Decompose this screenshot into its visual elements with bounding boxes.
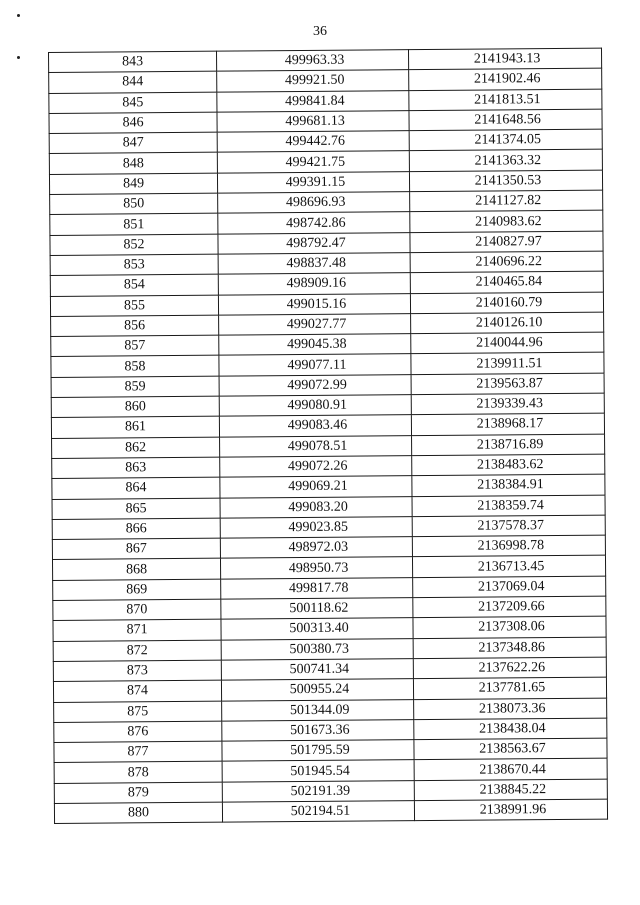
- y-coordinate-cell: 2141902.46: [409, 68, 602, 90]
- x-coordinate-cell: 500955.24: [221, 679, 413, 701]
- y-coordinate-cell: 2138563.67: [414, 738, 607, 760]
- x-coordinate-cell: 499921.50: [217, 70, 409, 92]
- y-coordinate-cell: 2137578.37: [412, 515, 605, 537]
- y-coordinate-cell: 2138716.89: [412, 434, 605, 456]
- x-coordinate-cell: 499442.76: [217, 131, 409, 153]
- point-number-cell: 843: [49, 51, 217, 73]
- point-number-cell: 859: [51, 376, 219, 398]
- x-coordinate-cell: 498837.48: [218, 253, 410, 275]
- y-coordinate-cell: 2140160.79: [410, 292, 603, 314]
- point-number-cell: 874: [53, 680, 221, 702]
- x-coordinate-cell: 501673.36: [222, 719, 414, 741]
- y-coordinate-cell: 2141943.13: [408, 48, 601, 70]
- x-coordinate-cell: 499077.11: [219, 354, 411, 376]
- y-coordinate-cell: 2138483.62: [412, 454, 605, 476]
- point-number-cell: 860: [51, 396, 219, 418]
- x-coordinate-cell: 499681.13: [217, 111, 409, 133]
- x-coordinate-cell: 500118.62: [221, 598, 413, 620]
- x-coordinate-cell: 498950.73: [220, 557, 412, 579]
- y-coordinate-cell: 2140044.96: [411, 332, 604, 354]
- point-number-cell: 866: [52, 518, 220, 540]
- x-coordinate-cell: 499069.21: [220, 476, 412, 498]
- coordinates-table-body: [49, 48, 608, 824]
- point-number-cell: 879: [54, 782, 222, 804]
- scan-speck: [17, 56, 20, 59]
- point-number-cell: 846: [49, 112, 217, 134]
- y-coordinate-cell: 2138991.96: [414, 799, 607, 821]
- y-coordinate-cell: 2141363.32: [409, 150, 602, 172]
- point-number-cell: 857: [51, 335, 219, 357]
- point-number-cell: 864: [52, 477, 220, 499]
- x-coordinate-cell: 498742.86: [218, 212, 410, 234]
- point-number-cell: 861: [51, 417, 219, 439]
- point-number-cell: 875: [54, 701, 222, 723]
- x-coordinate-cell: 499072.26: [220, 456, 412, 478]
- y-coordinate-cell: 2138359.74: [412, 495, 605, 517]
- y-coordinate-cell: 2137348.86: [413, 637, 606, 659]
- point-number-cell: 858: [51, 356, 219, 378]
- y-coordinate-cell: 2140465.84: [410, 271, 603, 293]
- x-coordinate-cell: 499817.78: [221, 577, 413, 599]
- page-number: 36: [313, 24, 327, 39]
- point-number-cell: 844: [49, 71, 217, 93]
- point-number-cell: 876: [54, 721, 222, 743]
- point-number-cell: 871: [53, 619, 221, 641]
- x-coordinate-cell: 499045.38: [219, 334, 411, 356]
- point-number-cell: 862: [52, 437, 220, 459]
- y-coordinate-cell: 2141813.51: [409, 89, 602, 111]
- point-number-cell: 877: [54, 741, 222, 763]
- x-coordinate-cell: 499027.77: [219, 314, 411, 336]
- y-coordinate-cell: 2136998.78: [412, 535, 605, 557]
- point-number-cell: 850: [50, 193, 218, 215]
- y-coordinate-cell: 2138073.36: [414, 698, 607, 720]
- point-number-cell: 853: [50, 254, 218, 276]
- point-number-cell: 869: [53, 579, 221, 601]
- x-coordinate-cell: 498696.93: [218, 192, 410, 214]
- y-coordinate-cell: 2139563.87: [411, 373, 604, 395]
- x-coordinate-cell: 498972.03: [220, 537, 412, 559]
- y-coordinate-cell: 2140983.62: [410, 211, 603, 233]
- x-coordinate-cell: 500741.34: [221, 659, 413, 681]
- y-coordinate-cell: 2140696.22: [410, 251, 603, 273]
- point-number-cell: 863: [52, 457, 220, 479]
- x-coordinate-cell: 501945.54: [222, 760, 414, 782]
- point-number-cell: 872: [53, 640, 221, 662]
- y-coordinate-cell: 2137308.06: [413, 616, 606, 638]
- point-number-cell: 873: [53, 660, 221, 682]
- y-coordinate-cell: 2141648.56: [409, 109, 602, 131]
- x-coordinate-cell: 499963.33: [216, 50, 408, 72]
- x-coordinate-cell: 499078.51: [220, 435, 412, 457]
- y-coordinate-cell: 2138670.44: [414, 759, 607, 781]
- point-number-cell: 855: [50, 295, 218, 317]
- x-coordinate-cell: 500380.73: [221, 638, 413, 660]
- point-number-cell: 851: [50, 214, 218, 236]
- y-coordinate-cell: 2138438.04: [414, 718, 607, 740]
- x-coordinate-cell: 502191.39: [222, 780, 414, 802]
- point-number-cell: 848: [49, 153, 217, 175]
- point-number-cell: 854: [50, 274, 218, 296]
- point-number-cell: 856: [51, 315, 219, 337]
- x-coordinate-cell: 498909.16: [218, 273, 410, 295]
- x-coordinate-cell: 502194.51: [222, 801, 414, 823]
- x-coordinate-cell: 499083.46: [219, 415, 411, 437]
- point-number-cell: 852: [50, 234, 218, 256]
- x-coordinate-cell: 499083.20: [220, 496, 412, 518]
- coordinates-table: [48, 48, 608, 825]
- x-coordinate-cell: 501344.09: [222, 699, 414, 721]
- y-coordinate-cell: 2137622.26: [413, 657, 606, 679]
- y-coordinate-cell: 2138845.22: [414, 779, 607, 801]
- scan-speck: [17, 14, 20, 17]
- point-number-cell: 867: [52, 538, 220, 560]
- x-coordinate-cell: 499421.75: [217, 151, 409, 173]
- x-coordinate-cell: 498792.47: [218, 232, 410, 254]
- x-coordinate-cell: 499072.99: [219, 374, 411, 396]
- point-number-cell: 847: [49, 132, 217, 154]
- y-coordinate-cell: 2140126.10: [411, 312, 604, 334]
- y-coordinate-cell: 2139911.51: [411, 353, 604, 375]
- point-number-cell: 870: [53, 599, 221, 621]
- x-coordinate-cell: 499080.91: [219, 395, 411, 417]
- x-coordinate-cell: 499023.85: [220, 516, 412, 538]
- x-coordinate-cell: 499391.15: [217, 171, 409, 193]
- x-coordinate-cell: 500313.40: [221, 618, 413, 640]
- point-number-cell: 865: [52, 498, 220, 520]
- point-number-cell: 878: [54, 762, 222, 784]
- x-coordinate-cell: 499015.16: [218, 293, 410, 315]
- coordinates-table-wrapper: [48, 48, 607, 825]
- y-coordinate-cell: 2136713.45: [412, 556, 605, 578]
- y-coordinate-cell: 2137209.66: [413, 596, 606, 618]
- y-coordinate-cell: 2140827.97: [410, 231, 603, 253]
- y-coordinate-cell: 2138968.17: [411, 413, 604, 435]
- point-number-cell: 880: [54, 802, 222, 824]
- point-number-cell: 849: [49, 173, 217, 195]
- y-coordinate-cell: 2137781.65: [413, 677, 606, 699]
- y-coordinate-cell: 2141374.05: [409, 129, 602, 151]
- point-number-cell: 845: [49, 92, 217, 114]
- y-coordinate-cell: 2139339.43: [411, 393, 604, 415]
- y-coordinate-cell: 2138384.91: [412, 474, 605, 496]
- y-coordinate-cell: 2137069.04: [413, 576, 606, 598]
- table-row: [54, 799, 607, 824]
- point-number-cell: 868: [52, 559, 220, 581]
- x-coordinate-cell: 501795.59: [222, 740, 414, 762]
- y-coordinate-cell: 2141127.82: [410, 190, 603, 212]
- x-coordinate-cell: 499841.84: [217, 90, 409, 112]
- y-coordinate-cell: 2141350.53: [409, 170, 602, 192]
